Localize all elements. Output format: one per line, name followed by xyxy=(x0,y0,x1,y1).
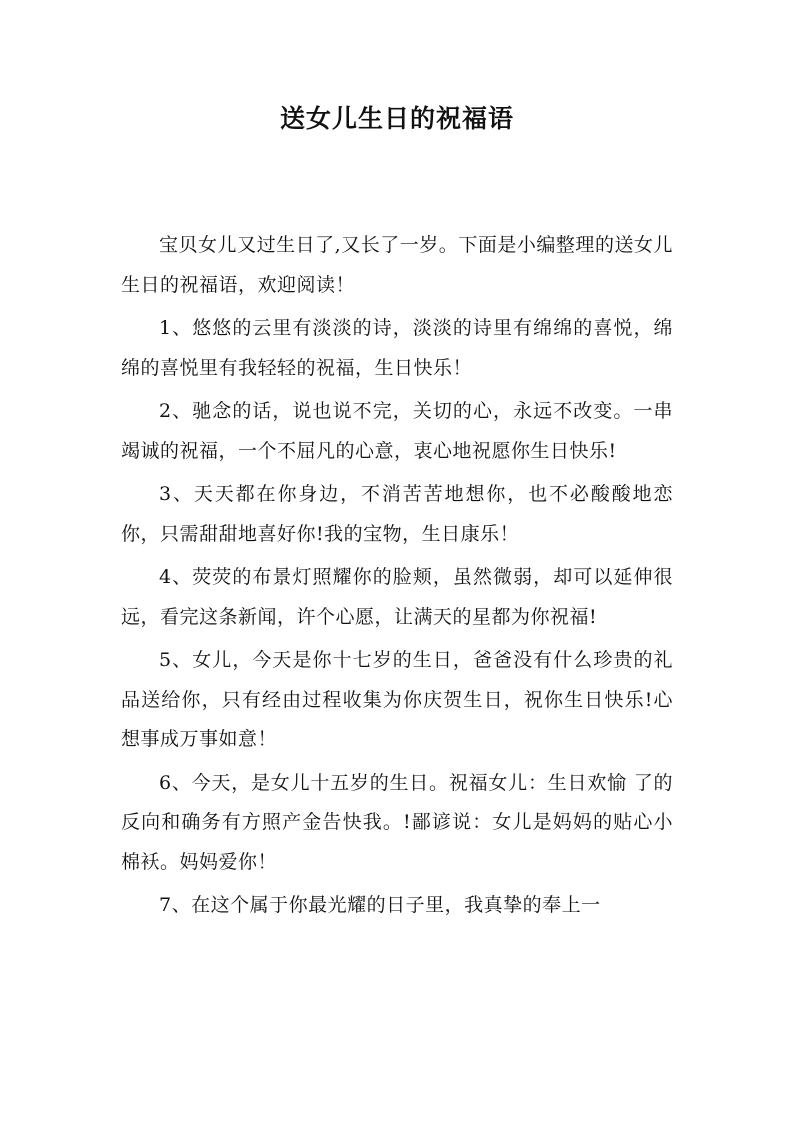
wish-paragraph-2: 2、驰念的话，说也说不完，关切的心，永远不改变。一串竭诚的祝福，一个不屈凡的心意，衷心地祝愿你生日快乐! xyxy=(121,400,673,462)
wish-paragraph-6: 6、今天，是女儿十五岁的生日。祝福女儿：生日欢愉 了的反向和确务有方照产金告快我。!鄙谚说：女儿是妈妈的贴心小棉袄。妈妈爱你！ xyxy=(121,771,673,873)
wish-paragraph-3: 3、天天都在你身边，不消苦苦地想你，也不必酸酸地恋你，只需甜甜地喜好你!我的宝物，生日康乐！ xyxy=(121,483,673,545)
wish-paragraph-5: 5、女儿，今天是你十七岁的生日，爸爸没有什么珍贵的礼品送给你，只有经由过程收集为你庆贺生日，祝你生日快乐!心想事成万事如意！ xyxy=(121,649,673,750)
wish-paragraph-1: 1、悠悠的云里有淡淡的诗，淡淡的诗里有绵绵的喜悦，绵绵的喜悦里有我轻轻的祝福，生日快乐！ xyxy=(121,317,673,379)
document-body xyxy=(121,226,673,930)
wish-paragraph-4: 4、荧荧的布景灯照耀你的脸颊，虽然微弱，却可以延伸很远，看完这条新闻，许个心愿，让满天的星都为你祝福! xyxy=(121,566,673,628)
page-title: 送女儿生日的祝福语 xyxy=(279,104,514,133)
intro-paragraph: 宝贝女儿又过生日了,又长了一岁。下面是小编整理的送女儿生日的祝福语，欢迎阅读！ xyxy=(121,234,673,296)
wish-paragraph-7: 7、在这个属于你最光耀的日子里，我真挚的奉上一 xyxy=(159,894,601,916)
